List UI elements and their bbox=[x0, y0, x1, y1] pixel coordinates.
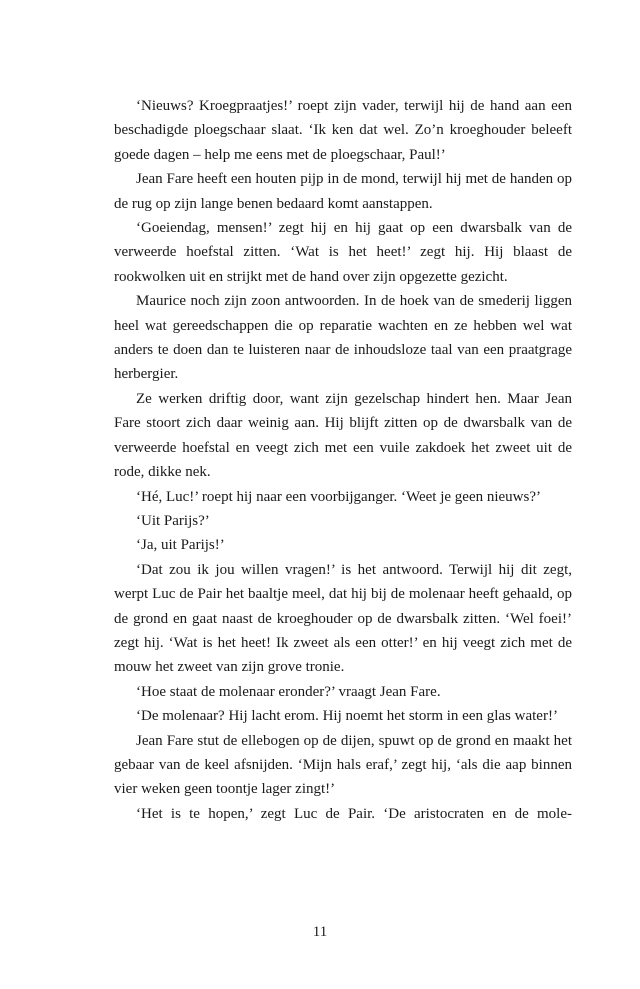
paragraph: Jean Fare stut de ellebogen op de dijen, spuwt op de grond en maakt het gebaar van de keel afsnijden. ‘Mijn hals eraf,’ zegt hij, ‘als die aap binnen vier weken geen toontje lager zingt!’ bbox=[114, 732, 572, 798]
paragraph: Jean Fare heeft een houten pijp in de mond, terwijl hij met de handen op de rug op zijn lange benen bedaard komt aanstappen. bbox=[114, 171, 572, 212]
paragraph: ‘Nieuws? Kroegpraatjes!’ roept zijn vader, terwijl hij de hand aan een beschadigde ploegschaar slaat. ‘Ik ken dat wel. Zo’n kroeghouder beleeft goede dagen – help me eens met de ploegschaar, Paul!’ bbox=[114, 98, 572, 163]
paragraph: ‘Goeiendag, mensen!’ zegt hij en hij gaat op een dwarsbalk van de verweerde hoefstal zitten. ‘Wat is het heet!’ zegt hij. Hij blaast de rookwolken uit en strijkt met de hand over zijn opgezette gezicht. bbox=[114, 220, 572, 285]
paragraph: ‘Hé, Luc!’ roept hij naar een voorbijganger. ‘Weet je geen nieuws?’ bbox=[136, 488, 541, 505]
paragraph-continued: ‘Het is te hopen,’ zegt Luc de Pair. ‘De aristocraten en de mole- bbox=[136, 805, 572, 822]
paragraph: ‘Dat zou ik jou willen vragen!’ is het antwoord. Terwijl hij dit zegt, werpt Luc de Pair het baaltje meel, dat hij bij de molenaar heeft gehaald, op de grond en gaat naast de kroeghouder op de dwarsbalk zitten. ‘Wel foei!’ zegt hij. ‘Wat is het heet! Ik zweet als een otter!’ en hij veegt zich met de mouw het zweet van zijn grove tronie. bbox=[114, 561, 572, 676]
paragraph: ‘De molenaar? Hij lacht erom. Hij noemt het storm in een glas water!’ bbox=[136, 708, 558, 725]
paragraph: ‘Hoe staat de molenaar eronder?’ vraagt Jean Fare. bbox=[136, 683, 441, 700]
paragraph: ‘Ja, uit Parijs!’ bbox=[136, 537, 225, 554]
page-number: 11 bbox=[312, 924, 328, 940]
paragraph: ‘Uit Parijs?’ bbox=[136, 512, 210, 529]
paragraph: Ze werken driftig door, want zijn gezelschap hindert hen. Maar Jean Fare stoort zich daar weinig aan. Hij blijft zitten op de dwarsbalk van de verweerde hoefstal en veegt zich met een vuile zakdoek het zweet uit de rode, dikke nek. bbox=[114, 390, 572, 481]
body-text bbox=[114, 94, 572, 826]
paragraph: Maurice noch zijn zoon antwoorden. In de hoek van de smederij liggen heel wat gereedschappen die op reparatie wachten en ze hebben wel wat anders te doen dan te luisteren naar de inhoudsloze taal van een praatgrage herbergier. bbox=[114, 293, 572, 383]
